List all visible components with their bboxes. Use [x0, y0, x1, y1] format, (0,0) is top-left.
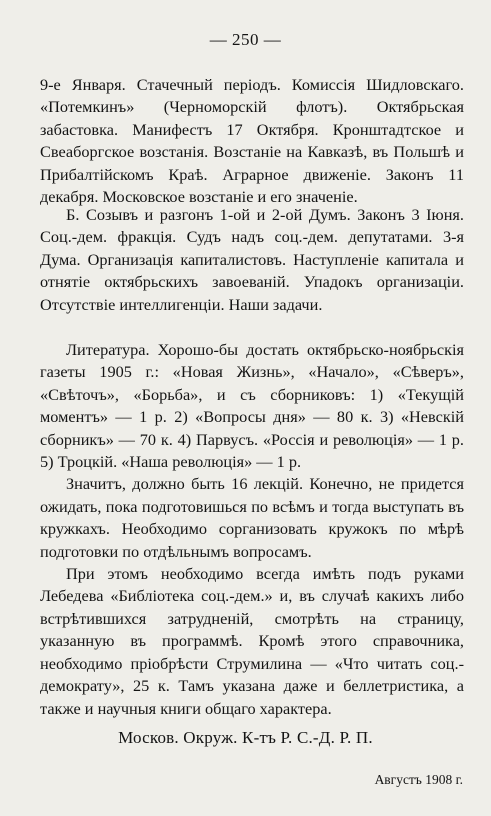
text-block-literature	[40, 339, 464, 720]
text-block-events	[40, 74, 464, 208]
paragraph-lectures: Значитъ, должно быть 16 лекцій. Конечно, не придется ожидать, пока подготовишься по всѣмъ и тогда выступать въ кружкахъ. Необходимо сорганизовать кружокъ по мѣрѣ подготовки по отдѣльнымъ вопросамъ.	[40, 474, 464, 561]
paragraph-reference: При этомъ необходимо всегда имѣть подъ руками Лебедева «Библіотека соц.-дем.» и, въ случаѣ какихъ либо встрѣтившихся затрудненій, смотрѣть на страницу, указанную въ программѣ. Кромѣ этого справочника, необходимо пріобрѣсти Струмилина — «Что читать соц.-демократу», 25 к. Тамъ указана даже и беллетристика, а также и научныя книги общаго характера.	[40, 564, 464, 718]
date-line: Августъ 1908 г.	[374, 772, 463, 787]
signature: Москов. Окруж. К-тъ Р. С.-Д. Р. П.	[118, 728, 373, 747]
text-block-dumas	[40, 204, 464, 316]
paragraph: 9-е Января. Стачечный періодъ. Комиссія Шидловскаго. «Потемкинъ» (Черноморскій флотъ). Октябрьская забастовка. Манифестъ 17 Октября. Кронштадтское и Свеаборгское возстанія. Возстаніе на Кавказѣ, въ Польшѣ и Прибалтійскомъ Краѣ. Аграрное движеніе. Законъ 11 декабря. Московское возстаніе и его значеніе.	[40, 75, 464, 207]
paragraph-literature: Литература. Хорошо-бы достать октябрьско-ноябрьскія газеты 1905 г.: «Новая Жизнь», «Начало», «Сѣверъ», «Свѣточъ», «Борьба», и съ сборниковъ: 1) «Текущій моментъ» — 1 р. 2) «Вопросы дня» — 80 к. 3) «Невскій сборникъ» — 70 к. 4) Парвусъ. «Россія и революція» — 1 р. 5) Троцкій. «Наша революція» — 1 р.	[40, 340, 464, 472]
page-number: — 250 —	[209, 30, 282, 49]
paragraph: Б. Созывъ и разгонъ 1-ой и 2-ой Думъ. Законъ 3 Іюня. Соц.-дем. фракція. Судъ надъ соц.-дем. депутатами. 3-я Дума. Организація капиталистовъ. Наступленіе капитала и отнятіе октябрьскихъ завоеваній. Упадокъ организаціи. Отсутствіе интеллигенціи. Наши задачи.	[40, 205, 464, 314]
